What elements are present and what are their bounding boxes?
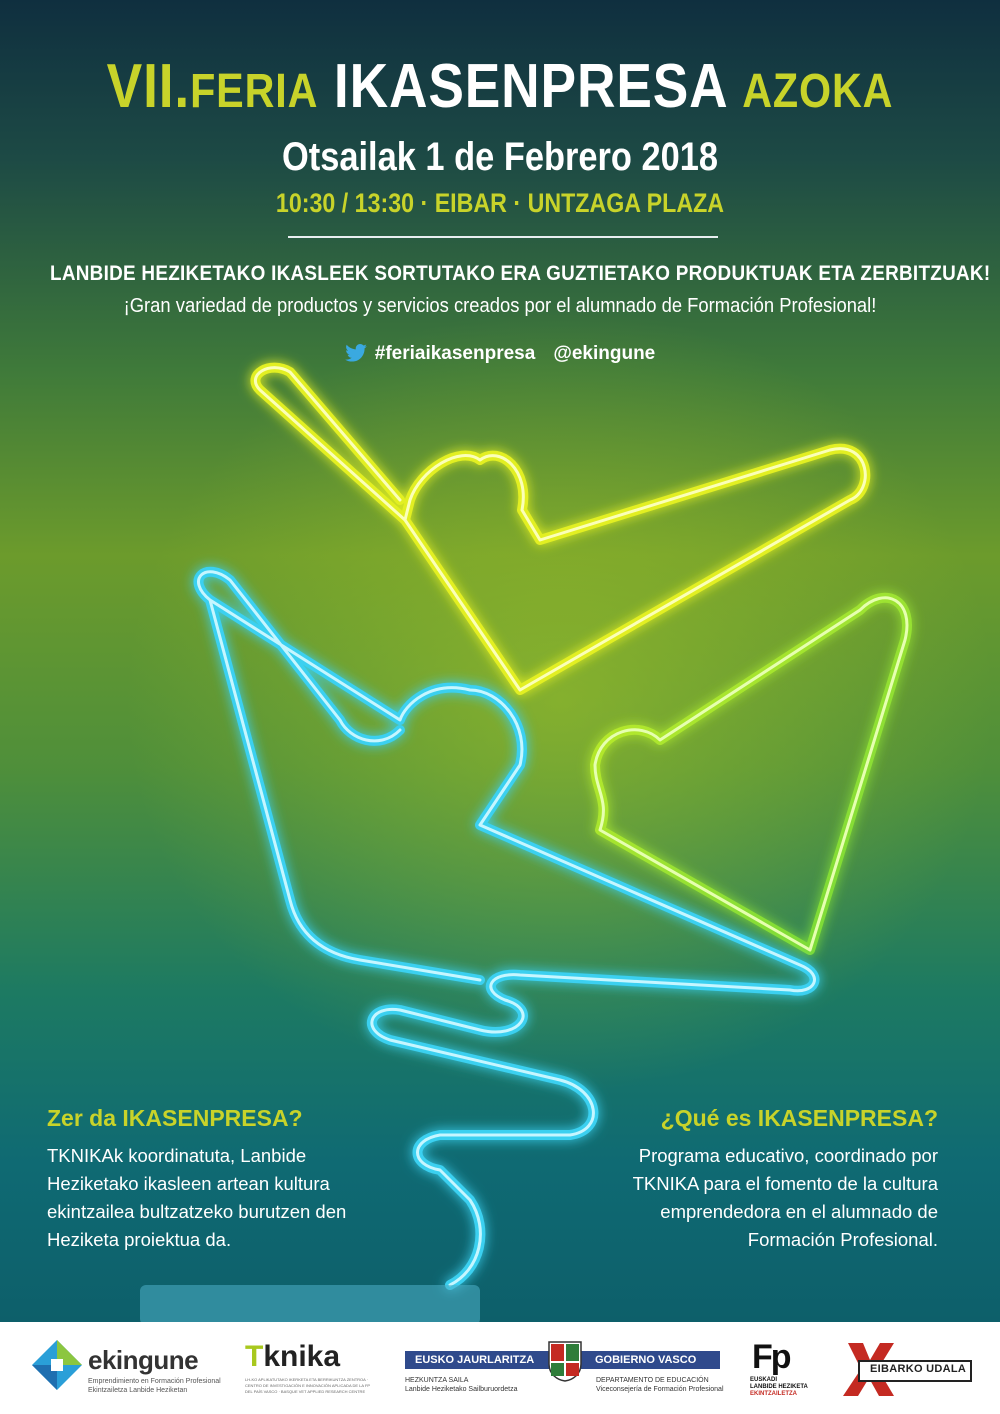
handle-link[interactable]: @ekingune — [553, 343, 656, 364]
subline-spanish: ¡Gran variedad de productos y servicios creados por el alumnado de Formación Profesional! — [123, 295, 877, 317]
question-basque: Zer da IKASENPRESA? — [47, 1105, 303, 1131]
answer-spanish: Programa educativo, coordinado por TKNIKA para el fomento de la cultura emprendedora en el alumnado de Formación Profesional. — [632, 1145, 938, 1250]
title-azoka: AZOKA — [742, 65, 894, 118]
neon-base — [140, 1285, 480, 1322]
title-ikasenpresa: IKASENPRESA — [333, 52, 727, 121]
ekingune-logo-icon — [30, 1338, 85, 1393]
headline-basque: LANBIDE HEZIKETAKO IKASLEEK SORTUTAKO ERA GUZTIETAKO PRODUKTUAK ETA ZERBITZUAK! — [50, 262, 991, 285]
tknika-logo-sub: LH-KO APLIKATUTAKO IKERKETA ETA BERRIKUNTZA ZENTROA · CENTRO DE INVESTIGACIÓN E INNOVACIÓN APLICADA DE LA FP DEL PAÍS VASCO · BASQUE VET APPLIED RESEARCH CENTRE — [245, 1377, 370, 1394]
fp-logo: Fp — [752, 1338, 790, 1376]
coat-of-arms-icon — [545, 1340, 585, 1382]
neon-hanger-yellow — [255, 368, 865, 690]
gobierno-sub-spanish: DEPARTAMENTO DE EDUCACIÓN Viceconsejería de Formación Profesional — [596, 1377, 724, 1393]
answer-basque: TKNIKAk koordinatuta, Lanbide Heziketako ikasleen artean kultura ekintzailea bultzatzeko burutzen den Heziketa proiektua da. — [47, 1145, 347, 1250]
event-hours-location: 10:30 / 13:30 · EIBAR · UNTZAGA PLAZA — [275, 188, 725, 218]
ekingune-logo-text: ekingune — [88, 1345, 199, 1375]
gobierno-sub-basque: HEZKUNTZA SAILA Lanbide Heziketako Sailburuordetza — [405, 1377, 518, 1393]
title-feria: FERIA — [190, 65, 319, 118]
info-basque — [47, 1105, 377, 1254]
hashtag-link[interactable]: #feriaikasenpresa — [374, 343, 536, 364]
eibarko-udala-logo: EIBARKO UDALA — [870, 1363, 967, 1375]
question-spanish: ¿Qué es IKASENPRESA? — [660, 1105, 938, 1131]
title-edition: VII. — [106, 52, 191, 121]
gobierno-vasco-logo: EUSKO JAURLARITZA GOBIERNO VASCO — [405, 1351, 720, 1369]
event-date: Otsailak 1 de Febrero 2018 — [282, 135, 718, 179]
fp-logo-sub: EUSKADI LANBIDE HEZIKETA EKINTZAILETZA — [750, 1377, 808, 1397]
info-spanish — [608, 1105, 938, 1254]
tknika-logo: Tknika — [245, 1340, 341, 1373]
ekingune-logo-sub: Emprendimiento en Formación Profesional Ekintzailetza Lanbide Heziketan — [88, 1378, 221, 1394]
